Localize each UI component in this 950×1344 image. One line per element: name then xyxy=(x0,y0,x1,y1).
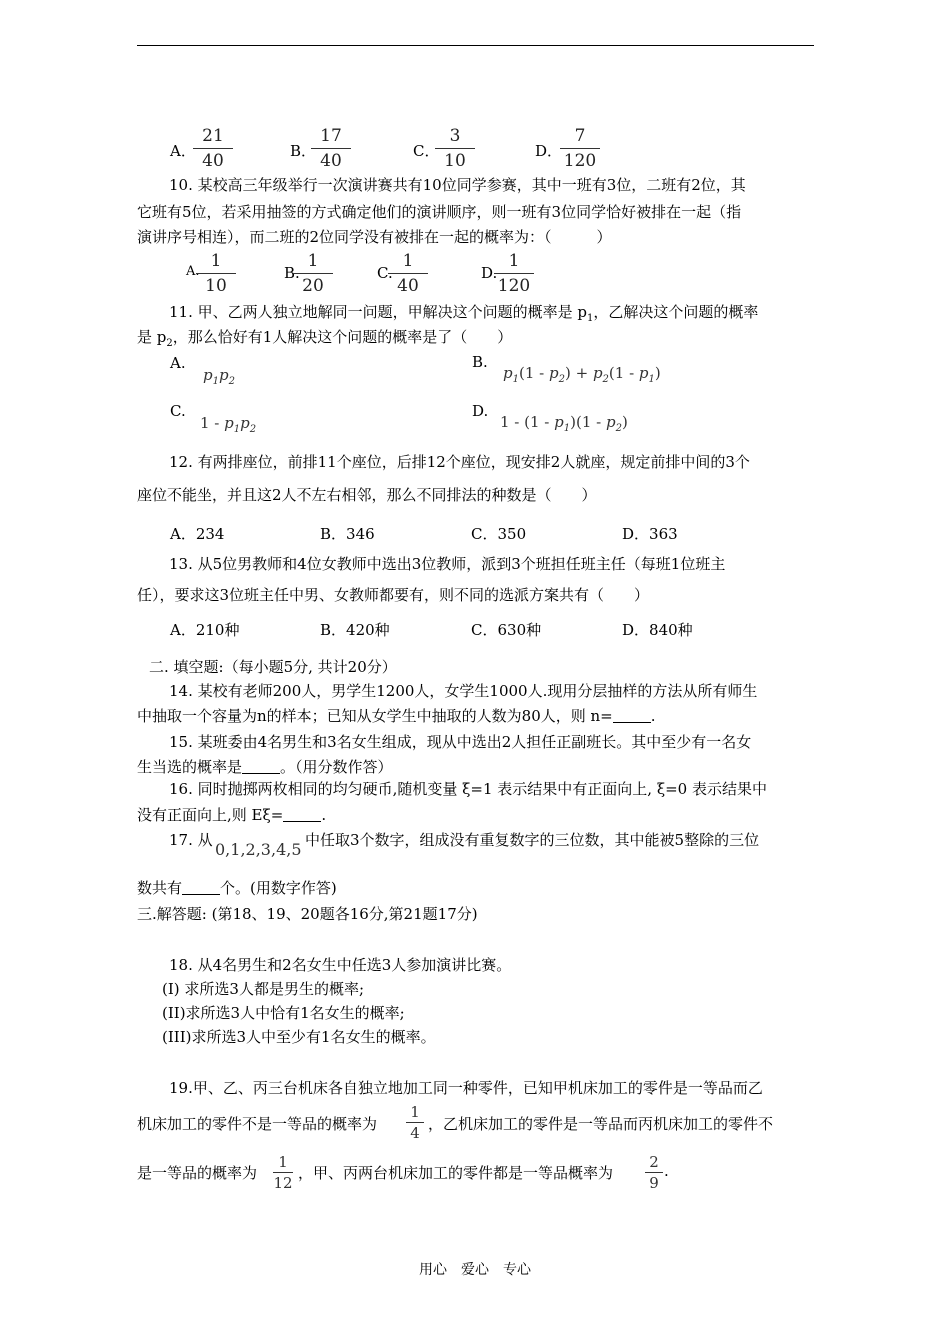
q17-line-2: 数共有 个。(用数字作答) xyxy=(137,879,337,897)
q19-line-3a: 是一等品的概率为 xyxy=(137,1164,258,1182)
q18-part-2: (II)求所选3人中恰有1名女生的概率; xyxy=(162,1004,405,1022)
q15-line-1: 15. 某班委由4名男生和3名女生组成，现从中选出2人担任正副班长。其中至少有一名女 xyxy=(169,733,752,751)
q12-option-b: B．346 xyxy=(320,525,375,543)
q11-option-d-formula: $1 - (1 - p_1)(1 - p_2)$ xyxy=(500,413,628,434)
q15-blank xyxy=(242,759,280,774)
q11-option-c-label: C. xyxy=(170,402,186,420)
page-footer: 用心 爱心 专心 xyxy=(419,1262,531,1278)
q11-option-a-formula: $p_1p_2$ xyxy=(203,366,235,387)
q19-line-1: 19.甲、乙、丙三台机床各自独立地加工同一种零件，已知甲机床加工的零件是一等品而乙 xyxy=(169,1079,763,1097)
q14-line-1: 14. 某校有老师200人，男学生1200人，女学生1000人.现用分层抽样的方法从所有师生 xyxy=(169,682,758,700)
q9-option-c-fraction: 3 10 xyxy=(435,126,475,171)
q10-option-c-label: C. xyxy=(377,264,393,282)
q17-blank xyxy=(182,880,220,895)
header-rule xyxy=(137,45,814,46)
q10-option-d-fraction: 1 120 xyxy=(494,251,534,296)
q19-line-2a: 机床加工的零件不是一等品的概率为 xyxy=(137,1115,378,1133)
q18-part-3: (III)求所选3人中至少有1名女生的概率。 xyxy=(162,1028,436,1046)
q19-line-2b: ，乙机床加工的零件是一等品而丙机床加工的零件不 xyxy=(428,1115,774,1133)
q18-line-1: 18. 从4名男生和2名女生中任选3人参加演讲比赛。 xyxy=(169,956,512,974)
q11-line-1: 11. 甲、乙两人独立地解同一问题，甲解决这个问题的概率是 $p_1$，乙解决这个问题的概率 xyxy=(169,303,759,324)
q10-option-c-fraction: 1 40 xyxy=(388,251,428,296)
q17-digit-set: 0,1,2,3,4,5 xyxy=(215,840,302,859)
q11-option-b-formula: $p_1(1 - p_2) + p_2(1 - p_1)$ xyxy=(503,364,661,385)
q19-fraction-3: 2 9 xyxy=(643,1153,665,1192)
q18-part-1: (I) 求所选3人都是男生的概率; xyxy=(162,980,364,998)
q11-option-c-formula: $1 - p_1p_2$ xyxy=(200,414,257,435)
q15-line-2: 生当选的概率是 。（用分数作答） xyxy=(137,758,393,776)
q12-option-c: C．350 xyxy=(471,525,527,543)
q11-option-b-label: B. xyxy=(472,353,488,371)
q9-option-b-label: B． xyxy=(290,142,317,160)
q17-prefix: 17. 从 xyxy=(169,831,213,849)
section-3-heading: 三.解答题: (第18、19、20题各16分,第21题17分) xyxy=(137,905,478,923)
q10-option-b-label: B. xyxy=(284,264,300,282)
q16-blank xyxy=(283,807,321,822)
q13-option-c: C．630种 xyxy=(471,621,542,639)
q9-option-c-label: C． xyxy=(413,142,440,160)
section-2-heading: 二. 填空题:（每小题5分, 共计20分） xyxy=(149,658,397,676)
q9-option-d-fraction: 7 120 xyxy=(560,126,600,171)
q9-option-a-fraction: 21 40 xyxy=(193,126,233,171)
q11-option-a-label: A. xyxy=(170,354,186,372)
q12-option-a: A．234 xyxy=(170,525,225,543)
q14-blank xyxy=(613,708,651,723)
q12-line-2: 座位不能坐，并且这2人不左右相邻，那么不同排法的种数是（ ） xyxy=(137,486,597,504)
q16-line-1: 16. 同时抛掷两枚相同的均匀硬币,随机变量 ξ=1 表示结果中有正面向上, ξ=0 表示结果中 xyxy=(169,780,767,798)
q9-option-a-label: A． xyxy=(170,142,196,160)
q13-line-1: 13. 从5位男教师和4位女教师中选出3位教师，派到3个班担任班主任（每班1位班主 xyxy=(169,555,726,573)
q10-option-a-fraction: 1 10 xyxy=(196,251,236,296)
q9-option-d-label: D． xyxy=(535,142,563,160)
q19-fraction-2: 1 12 xyxy=(273,1153,293,1192)
q10-option-a-label: A. xyxy=(186,264,200,279)
q11-option-d-label: D. xyxy=(472,402,489,420)
q10-option-b-fraction: 1 20 xyxy=(293,251,333,296)
q13-option-a: A．210种 xyxy=(170,621,240,639)
q19-fraction-1: 1 4 xyxy=(404,1103,426,1142)
q10-line-2: 它班有5位，若采用抽签的方式确定他们的演讲顺序，则一班有3位同学恰好被排在一起（指 xyxy=(137,203,742,221)
q13-option-b: B．420种 xyxy=(320,621,390,639)
q12-option-d: D．363 xyxy=(622,525,678,543)
q19-line-3c: . xyxy=(664,1162,669,1180)
q11-line-2: 是 $p_2$，那么恰好有1人解决这个问题的概率是了（ ） xyxy=(137,328,513,349)
q13-option-d: D．840种 xyxy=(622,621,693,639)
q9-option-b-fraction: 17 40 xyxy=(311,126,351,171)
q13-line-2: 任），要求这3位班主任中男、女教师都要有，则不同的选派方案共有（ ） xyxy=(137,586,650,604)
q10-line-3: 演讲序号相连），而二班的2位同学没有被排在一起的概率为：（ ） xyxy=(137,228,612,246)
q12-line-1: 12. 有两排座位，前排11个座位，后排12个座位，现安排2人就座，规定前排中间的3个 xyxy=(169,453,750,471)
q14-line-2: 中抽取一个容量为n的样本；已知从女学生中抽取的人数为80人，则 n= . xyxy=(137,707,656,725)
q10-option-d-label: D. xyxy=(481,264,498,282)
q10-line-1: 10. 某校高三年级举行一次演讲赛共有10位同学参赛，其中一班有3位，二班有2位，其 xyxy=(169,176,746,194)
q16-line-2: 没有正面向上,则 Eξ= . xyxy=(137,806,327,824)
q17-line-1: 中任取3个数字，组成没有重复数字的三位数，其中能被5整除的三位 xyxy=(305,831,760,849)
q19-line-3b: ，甲、丙两台机床加工的零件都是一等品概率为 xyxy=(298,1164,614,1182)
